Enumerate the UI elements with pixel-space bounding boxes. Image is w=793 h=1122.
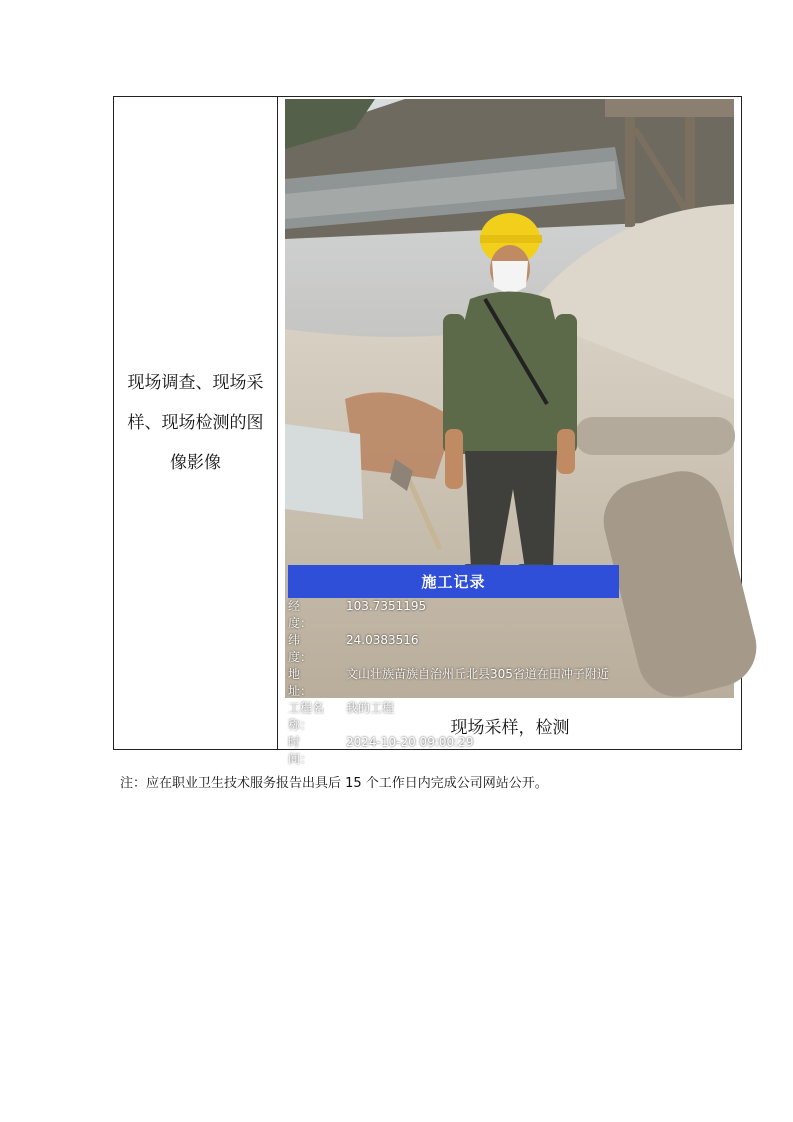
watermark-row-latitude xyxy=(288,632,618,666)
watermark-value: 103.7351195 xyxy=(346,599,427,613)
watermark-value: 文山壮族苗族自治州丘北县305省道在田冲子附近 xyxy=(346,667,609,681)
watermark-key: 经 度： xyxy=(288,599,325,630)
footnote: 注：应在职业卫生技术服务报告出具后 15 个工作日内完成公司网站公开。 xyxy=(120,776,548,791)
image-section-label: 现场调查、现场采样、现场检测的图像影像 xyxy=(127,373,264,473)
record-banner: 施工记录 xyxy=(288,565,619,598)
watermark-row-longitude xyxy=(288,598,618,632)
document-table xyxy=(113,96,742,766)
photo-caption: 现场采样，检测 xyxy=(450,718,570,738)
watermark-value: 我的工程 xyxy=(346,701,395,715)
watermark-value: 24.0383516 xyxy=(346,633,419,647)
watermark-key: 地 址： xyxy=(288,667,325,698)
watermark-value: 2024-10-20 09:00:29 xyxy=(346,735,474,749)
label-cell xyxy=(114,97,278,749)
watermark-row-address xyxy=(288,666,618,700)
watermark-key: 纬 度： xyxy=(288,633,325,664)
watermark-key: 时 间： xyxy=(288,735,325,766)
watermark-key: 工程名称： xyxy=(288,701,325,732)
